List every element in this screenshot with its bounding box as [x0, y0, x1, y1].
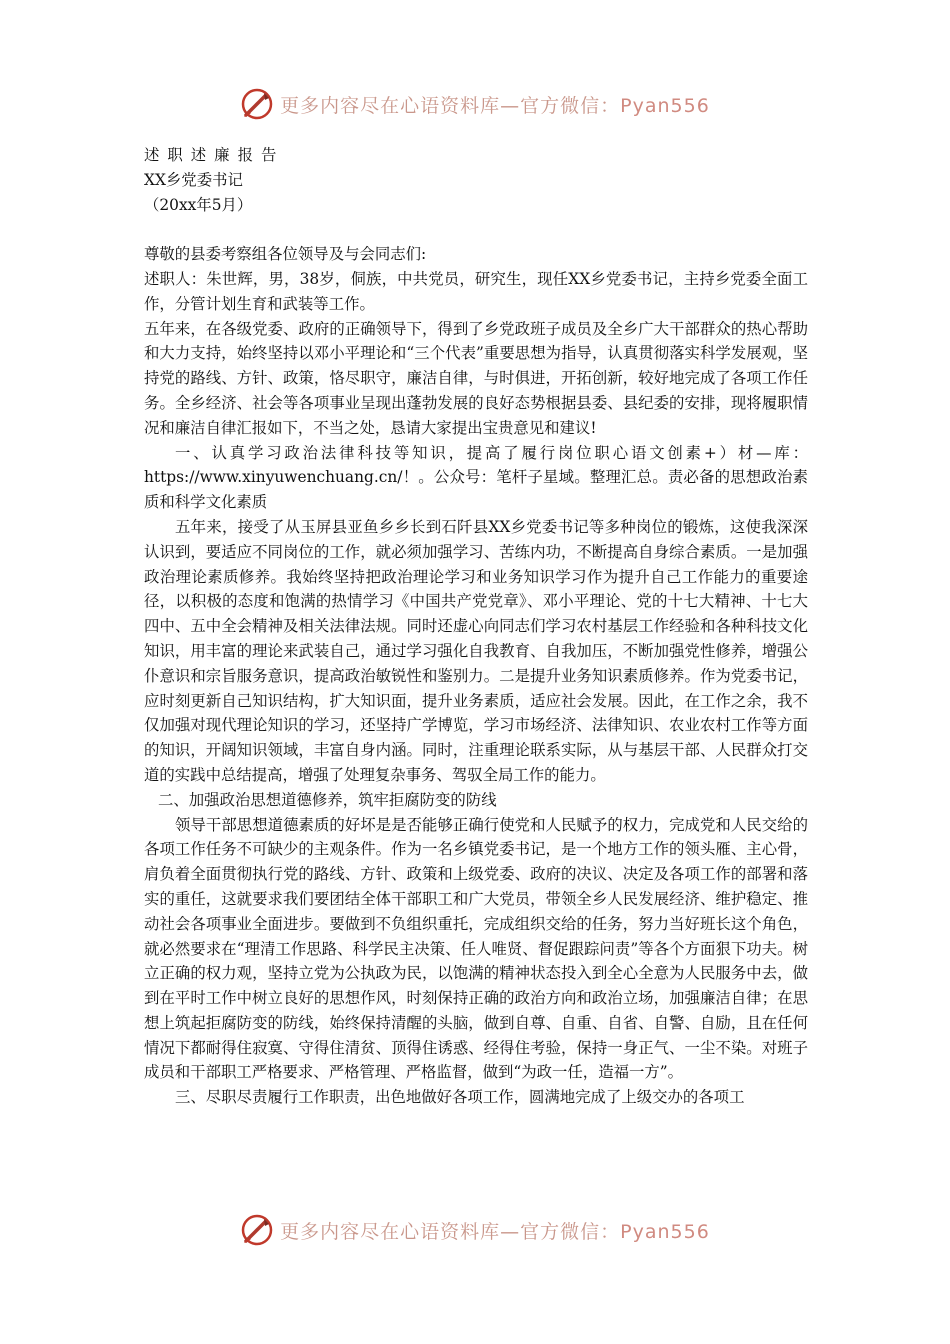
- document-date: （20xx年5月）: [144, 195, 253, 214]
- wechat-id: Pyan556: [620, 94, 710, 117]
- brush-logo-icon: [240, 1213, 274, 1247]
- banner-text: 更多内容尽在心语资料库—官方微信：Pyan556: [280, 1220, 710, 1243]
- paragraph: 五年来，接受了从玉屏县亚鱼乡乡长到石阡县XX乡党委书记等多种岗位的锻炼，这使我深深认识到，要适应不同岗位的工作，就必须加强学习、苦练内功，不断提高自身综合素质。一是加强政治理论素质修养。我始终坚持把政治理论学习和业务知识学习作为提升自己工作能力的重要途径，以积极的态度和饱满的热情学习《中国共产党党章》、邓小平理论、党的十七大精神、十七大四中、五中全会精神及相关法律法规。同时还虚心向同志们学习农村基层工作经验和各种科技文化知识，用丰富的理论来武装自己，通过学习强化自我教育、自我加压，不断加强党性修养，增强公仆意识和宗旨服务意识，提高政治敏锐性和鉴别力。二是提升业务知识素质修养。作为党委书记，应时刻更新自己知识结构，扩大知识面，提升业务素质，适应社会发展。因此，在工作之余，我不仅加强对现代理论知识的学习，还坚持广学博览，学习市场经济、法律知识、农业农村工作等方面的知识，开阔知识领域，丰富自身内涵。同时，注重理论联系实际，从与基层干部、人民群众打交道的实践中总结提高，增强了处理复杂事务、驾驭全局工作的能力。: [144, 517, 808, 784]
- footer-banner: [0, 1210, 950, 1250]
- section-heading: 一、认真学习政治法律科技等知识，提高了履行岗位职心语文创素+）材—库：https://www.xinyuwenchuang.cn/！。公众号：笔杆子星域。整理汇总。责必备的思想政治素质和科学文化素质: [144, 443, 808, 512]
- header-banner: [0, 84, 950, 124]
- section-heading: 三、尽职尽责履行工作职责，出色地做好各项工作，圆满地完成了上级交办的各项工: [175, 1088, 745, 1107]
- paragraph: 述职人：朱世辉，男，38岁，侗族，中共党员，研究生，现任XX乡党委书记，主持乡党委全面工作，分管计划生育和武装等工作。: [144, 269, 808, 313]
- paragraph: 领导干部思想道德素质的好坏是是否能够正确行使党和人民赋予的权力，完成党和人民交给的各项工作任务不可缺少的主观条件。作为一名乡镇党委书记，是一个地方工作的领头雁、主心骨，肩负着全面贯彻执行党的路线、方针、政策和上级党委、政府的决议、决定及各项工作的部署和落实的重任，这就要求我们要团结全体干部职工和广大党员，带领全乡人民发展经济、维护稳定、推动社会各项事业全面进步。要做到不负组织重托，完成组织交给的任务，努力当好班长这个角色，就必然要求在“理清工作思路、科学民主决策、任人唯贤、督促跟踪问责”等各个方面狠下功夫。树立正确的权力观，坚持立党为公执政为民，以饱满的精神状态投入到全心全意为人民服务中去，做到在平时工作中树立良好的思想作风，时刻保持正确的政治方向和政治立场，加强廉洁自律；在思想上筑起拒腐防变的防线，始终保持清醒的头脑，做到自尊、自重、自省、自警、自励，且在任何情况下都耐得住寂寞、守得住清贫、顶得住诱惑、经得住考验，保持一身正气、一尘不染。对班子成员和干部职工严格要求、严格管理、严格监督，做到“为政一任，造福一方”。: [144, 815, 808, 1082]
- document-body: [144, 143, 808, 1110]
- banner-text: 更多内容尽在心语资料库—官方微信：Pyan556: [280, 94, 710, 117]
- spacer: [144, 217, 808, 242]
- wechat-id: Pyan556: [620, 1220, 710, 1243]
- salutation: 尊敬的县委考察组各位领导及与会同志们:: [144, 245, 427, 264]
- paragraph: 五年来，在各级党委、政府的正确领导下，得到了乡党政班子成员及全乡广大干部群众的热心帮助和大力支持，始终坚持以邓小平理论和“三个代表”重要思想为指导，认真贯彻落实科学发展观，坚持党的路线、方针、政策，恪尽职守，廉洁自律，与时俱进，开拓创新，较好地完成了各项工作任务。全乡经济、社会等各项事业呈现出蓬勃发展的良好态势根据县委、县纪委的安排，现将履职情况和廉洁自律汇报如下，不当之处，恳请大家提出宝贵意见和建议!: [144, 319, 808, 437]
- section-heading: 二、加强政治思想道德修养，筑牢拒腐防变的防线: [158, 790, 497, 809]
- document-title: 述职述廉报告: [144, 146, 285, 164]
- brush-logo-icon: [240, 87, 274, 121]
- document-org: XX乡党委书记: [144, 170, 243, 189]
